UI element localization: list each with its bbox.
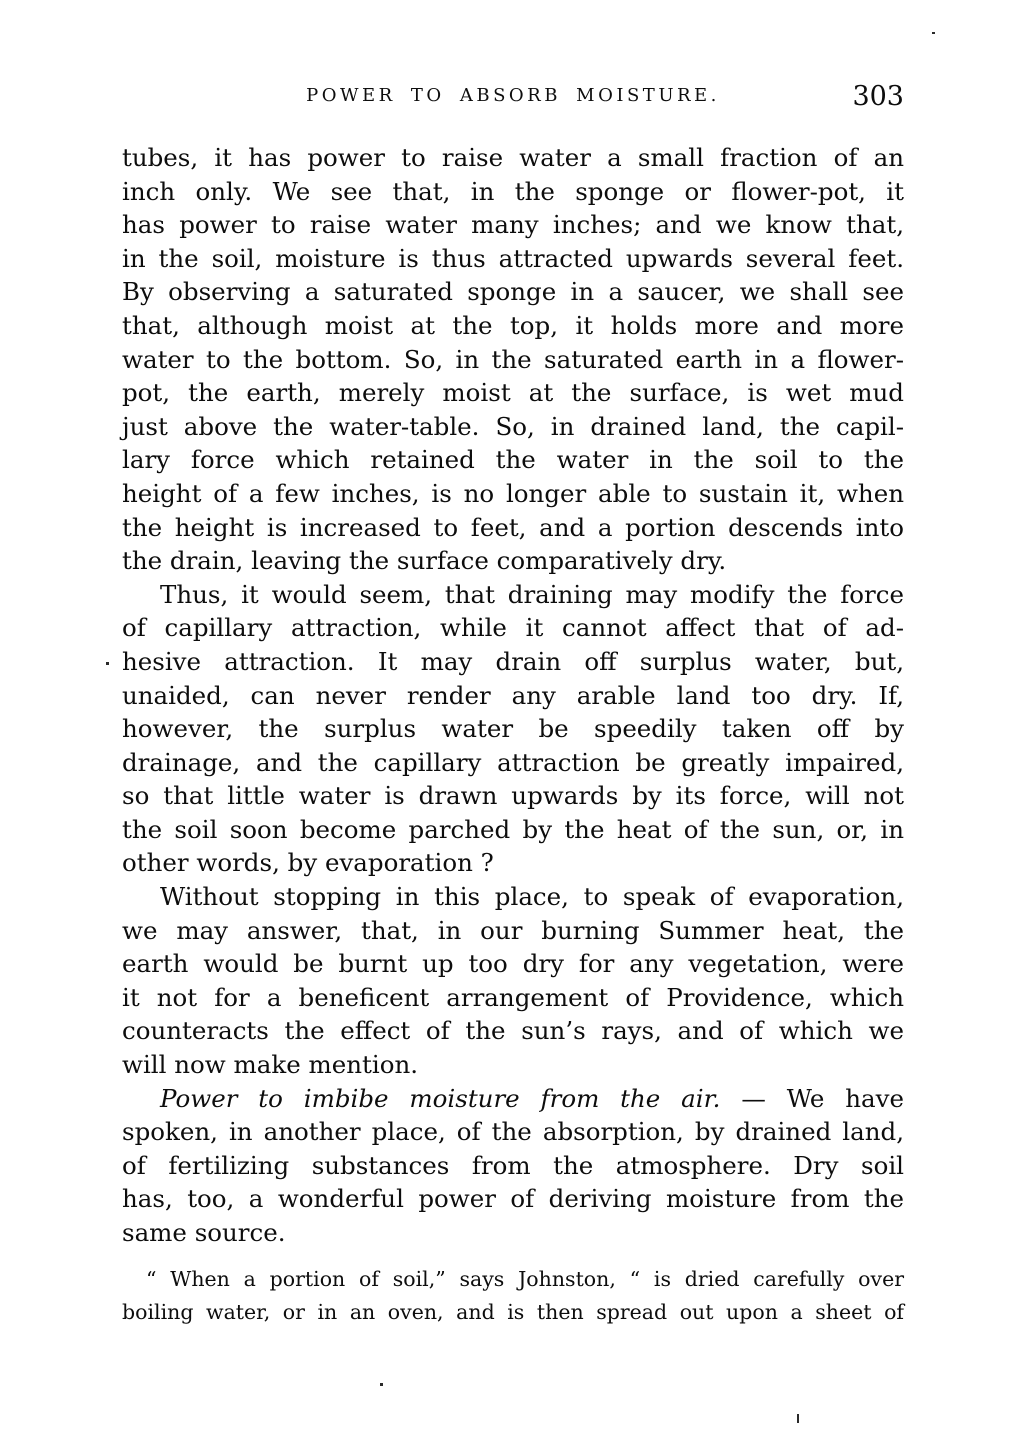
text-line: lary force which retained the water in the soil to the <box>122 445 904 475</box>
text-line: however, the surplus water be speedily taken off by <box>122 714 904 744</box>
paragraph <box>122 1263 904 1329</box>
text-line: other words, by evaporation ? <box>122 848 494 878</box>
text-line: water to the bottom. So, in the saturated earth in a flower- <box>122 344 904 374</box>
text-line: Without stopping in this place, to speak of evaporation, <box>160 882 904 912</box>
text-line: the height is increased to feet, and a portion descends into <box>122 512 904 542</box>
italic-lead-in: Power to imbibe moisture from the air. <box>160 1083 721 1113</box>
text-line: in the soil, moisture is thus attracted upwards several feet. <box>122 243 904 273</box>
text-line: the drain, leaving the surface comparatively dry. <box>122 546 727 576</box>
text-line: earth would be burnt up too dry for any vegetation, were <box>122 949 904 979</box>
text-line: counteracts the effect of the sun’s rays, and of which we <box>122 1016 904 1046</box>
text-line: Thus, it would seem, that draining may modify the force <box>160 579 904 609</box>
text-line: just above the water-table. So, in drained land, the capil- <box>122 411 904 441</box>
text-line: has power to raise water many inches; and we know that, <box>122 210 904 240</box>
paragraph <box>122 141 904 578</box>
text-line: we may answer, that, in our burning Summer heat, the <box>122 915 904 945</box>
scan-speck <box>797 1414 799 1423</box>
text-line: “ When a portion of soil,” says Johnston, “ is dried carefully over <box>146 1266 904 1291</box>
running-header-title: POWER TO ABSORB MOISTURE. <box>306 85 720 106</box>
page-number: 303 <box>852 81 904 112</box>
text-line: hesive attraction. It may drain off surplus water, but, <box>122 646 904 676</box>
text-line: of fertilizing substances from the atmosphere. Dry soil <box>122 1150 904 1180</box>
running-header <box>122 81 904 115</box>
text-line: same source. <box>122 1218 286 1247</box>
scan-speck <box>106 662 109 665</box>
text-line: has, too, a wonderful power of deriving moisture from the <box>122 1184 904 1214</box>
text-line: of capillary attraction, while it cannot affect that of ad- <box>122 613 904 643</box>
text-line: it not for a beneficent arrangement of Providence, which <box>122 982 904 1012</box>
text-line: By observing a saturated sponge in a saucer, we shall see <box>122 277 904 307</box>
text-line: spoken, in another place, of the absorption, by drained land, <box>122 1117 904 1147</box>
paragraph <box>122 578 904 880</box>
paragraph <box>122 880 904 1082</box>
text-line: so that little water is drawn upwards by its force, will not <box>122 781 904 811</box>
text-line: unaided, can never render any arable land too dry. If, <box>122 680 904 710</box>
text-line <box>122 1082 904 1116</box>
scan-speck <box>932 32 935 34</box>
text-line: that, although moist at the top, it holds more and more <box>122 310 904 340</box>
text-line: inch only. We see that, in the sponge or flower-pot, it <box>122 176 904 206</box>
text-line: tubes, it has power to raise water a small fraction of an <box>122 143 904 172</box>
text-segment: — We have <box>720 1083 904 1113</box>
text-line: will now make mention. <box>122 1050 419 1080</box>
text-line: height of a few inches, is no longer able to sustain it, when <box>122 478 904 508</box>
scan-speck <box>380 1383 383 1386</box>
text-line: drainage, and the capillary attraction be greatly impaired, <box>122 747 904 777</box>
text-line: boiling water, or in an oven, and is then spread out upon a sheet of <box>122 1299 904 1324</box>
text-body <box>122 141 904 1329</box>
text-line: pot, the earth, merely moist at the surface, is wet mud <box>122 378 904 408</box>
paragraph <box>122 1082 904 1250</box>
text-line: the soil soon become parched by the heat of the sun, or, in <box>122 814 904 844</box>
